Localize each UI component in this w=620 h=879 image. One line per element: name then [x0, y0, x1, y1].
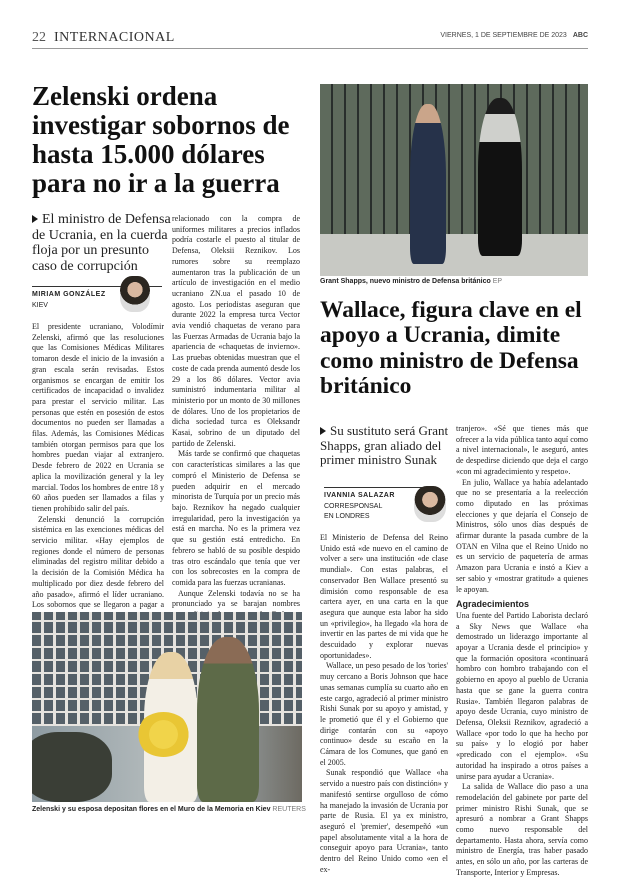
paragraph: Una fuente del Partido Laborista declaró a Sky News que Wallace «ha demostrado un liderazgo importante al apoyar a Ucrania desde el principio» y que la formación opositora «continuará hombro con hombro trabajando con el gobierno en apoyo al pueblo de Ucrania hasta que se gane la guerra contra Rusia». También llegaron palabras de apoyo desde Ucrania, cuyo ministro de Defensa, Oleksii Reznikov, agradeció a Wallace «por todo lo que ha hecho por su país» y lo elogió por haber «predicado con el ejemplo». «Su autoridad ha inspirado a otros países a unirse para ayudar a Ucrania». — [456, 610, 588, 781]
paragraph: La salida de Wallace dio paso a una remodelación del gabinete por parte del primer ministro Rishi Sunak, que se apresuró a nombrar a Grant Shapps como nuevo responsable del departamento. Hasta ahora, servía como ministro de Energía, tras haber pasado antes, en sólo un año, por las carteras de Transporte, Interior y Empresas. — [456, 782, 588, 877]
author-name: IVANNIA SALAZAR — [324, 492, 395, 499]
paragraph: El Ministerio de Defensa del Reino Unido está «de nuevo en el camino de volver a ser» una institución «de clase mundial». Con estas palabras, el conservador Ben Wallace presentó su dimisión como responsable de esa cartera ayer, en una carta en la que asegura que aunque esta labor ha sido un «privilegio», ha llegado «la hora de invertir en las partes de mi vida que he descuidado y explorar nuevas oportunidades». — [320, 533, 448, 660]
paragraph: Zelenski denunció la corrupción sistémica en las exenciones médicas del servicio militar. «Hay ejemplos de regiones donde el número de personas eliminadas del registro militar debido a la decisión de la Comisión Médica ha multiplicado por diez desde febrero del año pasado», afirmó el líder ucraniano. Los sobornos que se llegaron a pagar a — [32, 514, 164, 610]
story2-photo-caption — [320, 278, 588, 285]
story1-headline: Zelenski ordena investigar sobornos de hasta 15.000 dólares para no ir a la guerra — [32, 81, 290, 199]
story1-column-1 — [32, 322, 164, 654]
photo-credit: REUTERS — [272, 806, 306, 813]
paragraph: Wallace, un peso pesado de los 'tories' muy cercano a Boris Johnson que hace unas semanas cumplía su cuarto año en este cargo, agradeció al primer ministro Rishi Sunak por su apoyo y amistad, y le prometió que él y el Gobierno que dirige contarán con su «apoyo continuo» desde su escaño en la Cámara de los Comunes, que ganó en el 2005. — [320, 661, 448, 767]
dateline: EN LONDRES — [324, 513, 370, 520]
dateline: KIEV — [32, 301, 48, 309]
subheading: Agradecimientos — [456, 599, 530, 610]
page-number: 22 — [32, 30, 46, 45]
paragraph: relacionado con la compra de uniformes militares a precios inflados podría costarle el puesto al titular de Defensa, Oleksii Reznikov. Los rumores sobre su reemplazo aumentaron tras la publicación de un artículo de investigación en el medio ucraniano ZN.ua el pasado 10 de agosto. Los periodistas aseguran que durante 2022 la empresa turca Vector avia vendió chaquetas de verano para las Fuerzas Armadas de Ucrania bajo la apariencia de «chaquetas de invierno». Las pruebas obtenidas muestran que el coste de cada prenda aumentó desde los 29 a los 86 dólares. Vector avia suministró indumentaria militar al ministerio por un monto de 30 millones de dólares. Uno de los propietarios de dicha sociedad turca es Oleksandr Kasai, sobrino de un diputado del partido de Zelenski. — [172, 214, 300, 448]
paper-name: ABC — [572, 32, 588, 39]
section-name: INTERNACIONAL — [54, 30, 175, 45]
foreground-figure — [32, 732, 112, 802]
photo-credit: EP — [492, 278, 503, 285]
story2-deck-text: Su sustituto será Grant Shapps, gran aliado del primer ministro Sunak — [320, 423, 449, 468]
paragraph: En julio, Wallace ya había adelantado que no se presentaría a la reelección como diputado en las próximas elecciones y que dejaría el Consejo de Ministros, sólo unos días después de afirmar durante la pasada cumbre de la OTAN en Vilna que el Reino Unido no es un servicio de paquetería de armas Amazon para Ucrania e instó a Kiev a ser sabio y «mostrar gratitud» a quienes le apoyan. — [456, 477, 588, 594]
story1-deck — [32, 212, 172, 275]
paragraph: Aunque Zelenski todavía no se ha pronunciado ya se barajan nombres — [172, 588, 300, 609]
author-avatar — [120, 276, 150, 312]
header-date — [440, 32, 588, 39]
caption-text: Grant Shapps, nuevo ministro de Defensa británico — [320, 278, 491, 285]
date-text: VIERNES, 1 DE SEPTIEMBRE DE 2023 — [440, 32, 567, 39]
story1-deck-text: El ministro de Defensa de Ucrania, en la cuerda floja por un presunto caso de corrupción — [32, 212, 171, 275]
triangle-bullet-icon — [320, 427, 326, 435]
paragraph: El presidente ucraniano, Volodímir Zelenski, afirmó que las resoluciones que las Comisiones Médicas Militares tomaron desde el inicio de la invasión a gran escala serán revisadas. Estos organismos se encargan de emitir los certificados de incapacidad o invalidez para prestar el servicio militar. Las personas que estén en posesión de estos documentos no pueden ser llamadas a filas. Además, las Comisiones Médicas también otorgan permisos para que los hombres puedan viajar al extranjero. Desde febrero de 2022 en Ucrania se aplica la movilización general y la ley marcial. Todos los hombres de entre 18 y 60 años pueden ser llamados a filas y tienen prohibido salir del país. — [32, 322, 164, 513]
story1-photo-caption — [32, 806, 322, 813]
author-avatar — [414, 486, 446, 522]
story2-column-1 — [320, 533, 448, 876]
caption-text: Zelenski y su esposa depositan flores en el Muro de la Memoria en Kiev — [32, 806, 271, 813]
minister-figure — [410, 104, 446, 264]
header-rule — [32, 48, 588, 49]
story2-column-2 — [456, 424, 588, 879]
story2-headline: Wallace, figura clave en el apoyo a Ucrania, dimite como ministro de Defensa británico — [320, 297, 582, 400]
author-name: MIRIAM GONZÁLEZ — [32, 291, 106, 298]
paragraph: tranjero». «Sé que tienes más que ofrecer a la vida pública tanto aquí como a nivel internacional», le aseguró, antes de despedirse diciendo que deja el cargo «con mi agradecimiento y respeto». — [456, 424, 588, 476]
shapps-photo — [320, 84, 588, 276]
paragraph: Más tarde se confirmó que chaquetas con características similares a las que compró el Ministerio de Defensa se pueden adquirir en el mercado minorista de Turquía por un precio más bajo. Reznikov ha negado cualquier irregularidad, pero la investigación ya está en marcha. No es la primera vez que su gestión está entredicho. En febrero se habló de su posible despido tras otro escándalo que tenía que ver con los sobrecostes en la compra de comida para las fuerzas ucranianas. — [172, 449, 300, 587]
author-role: CORRESPONSAL — [324, 502, 383, 510]
zelenski-photo — [32, 612, 302, 802]
police-officer-figure — [478, 98, 522, 256]
man-figure — [197, 637, 259, 802]
triangle-bullet-icon — [32, 215, 38, 223]
pavement — [320, 234, 588, 276]
story2-deck — [320, 424, 458, 468]
paragraph: Sunak respondió que Wallace «ha servido a nuestro país con distinción» y manifestó sentirse orgulloso de cómo ha manejado la invasión de Ucrania por parte de Rusia. El ya ex ministro, aseguró el 'premier', desempeñó «un papel absolutamente vital a la hora de conseguir apoyo para Ucrania», tanto dentro del Reino Unido como «en el ex- — [320, 768, 448, 874]
flowers — [136, 712, 191, 757]
page-header — [32, 30, 588, 48]
